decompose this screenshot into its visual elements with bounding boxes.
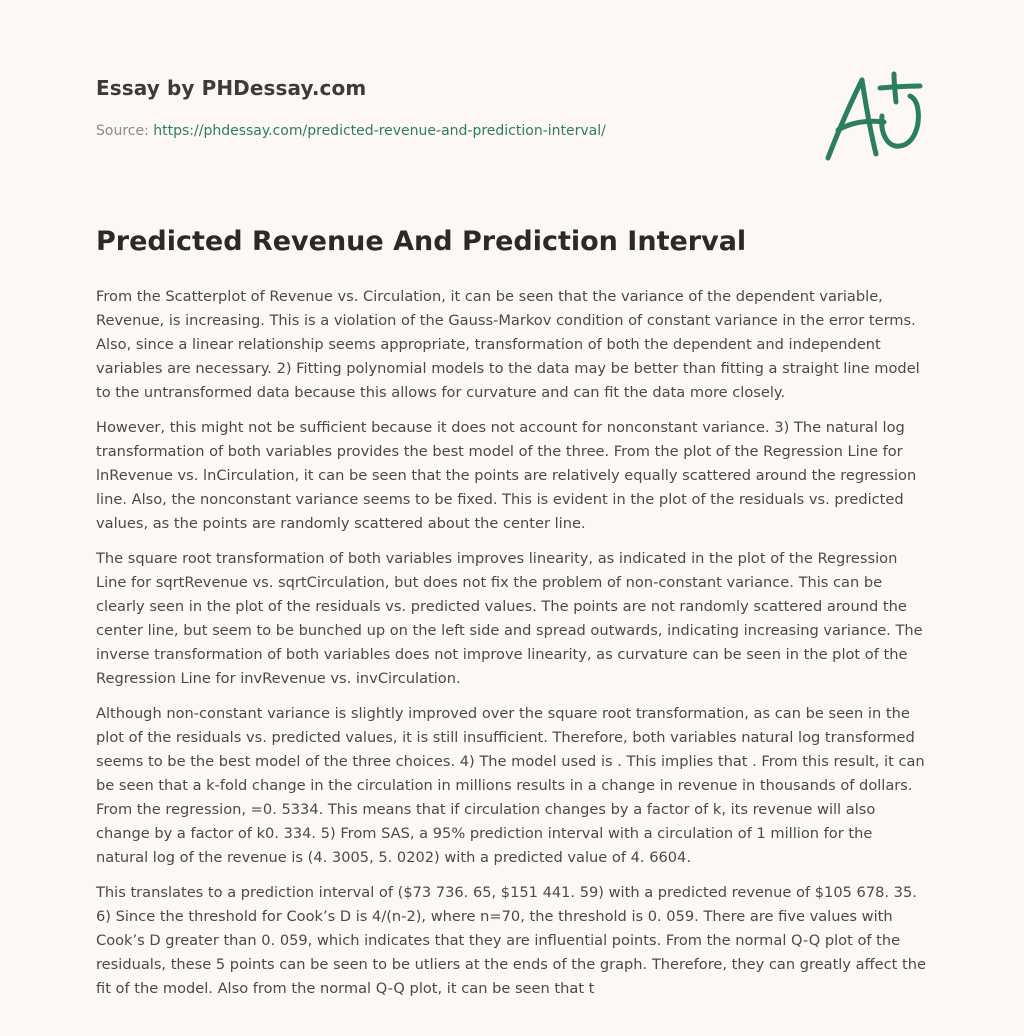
essay-body <box>96 285 928 1012</box>
source-line <box>96 123 606 139</box>
essay-paragraph: However, this might not be sufficient because it does not account for nonconstant variance. 3) The natural log transformation of both variables provides the best model of the three. From the plot of the Regression Line for lnRevenue vs. lnCirculation, it can be seen that the points are relatively equally scattered around the regression line. Also, the nonconstant variance seems to be fixed. This is evident in the plot of the residuals vs. predicted values, as the points are randomly scattered about the center line. <box>96 419 917 532</box>
essay-title: Predicted Revenue And Prediction Interval <box>96 226 747 257</box>
a-plus-logo-icon <box>822 70 926 162</box>
essay-paragraph: From the Scatterplot of Revenue vs. Circulation, it can be seen that the variance of the dependent variable, Revenue, is increasing. This is a violation of the Gauss-Markov condition of constant variance in the error terms. Also, since a linear relationship seems appropriate, transformation of both the dependent and independent variables are necessary. 2) Fitting polynomial models to the data may be better than fitting a straight line model to the untransformed data because this allows for curvature and can fit the data more closely. <box>96 288 920 401</box>
essay-paragraph: The square root transformation of both variables improves linearity, as indicated in the plot of the Regression Line for sqrtRevenue vs. sqrtCirculation, but does not fix the problem of non-constant variance. This can be clearly seen in the plot of the residuals vs. predicted values. The points are not randomly scattered around the center line, but seem to be bunched up on the left side and spread outwards, indicating increasing variance. The inverse transformation of both variables does not improve linearity, as curvature can be seen in the plot of the Regression Line for invRevenue vs. invCirculation. <box>96 550 923 687</box>
source-label: Source: <box>96 123 154 139</box>
source-link[interactable]: https://phdessay.com/predicted-revenue-and-prediction-interval/ <box>153 123 606 139</box>
essay-paragraph: Although non-constant variance is slightly improved over the square root transformation, as can be seen in the plot of the residuals vs. predicted values, it is still insufficient. Therefore, both variables natural log transformed seems to be the best model of the three choices. 4) The model used is . This implies that . From this result, it can be seen that a k-fold change in the circulation in millions results in a change in revenue in thousands of dollars. From the regression, =0. 5334. This means that if circulation changes by a factor of k, its revenue will also change by a factor of k0. 334. 5) From SAS, a 95% prediction interval with a circulation of 1 million for the natural log of the revenue is (4. 3005, 5. 0202) with a predicted value of 4. 6604. <box>96 705 925 866</box>
site-title: Essay by PHDessay.com <box>96 76 367 100</box>
essay-paragraph: This translates to a prediction interval of ($73 736. 65, $151 441. 59) with a predicted revenue of $105 678. 35. 6) Since the threshold for Cook’s D is 4/(n-2), where n=70, the threshold is 0. 059. There are five values with Cook’s D greater than 0. 059, which indicates that they are influential points. From the normal Q-Q plot of the residuals, these 5 points can be seen to be utliers at the ends of the graph. Therefore, they can greatly affect the fit of the model. Also from the normal Q-Q plot, it can be seen that t <box>96 884 926 997</box>
